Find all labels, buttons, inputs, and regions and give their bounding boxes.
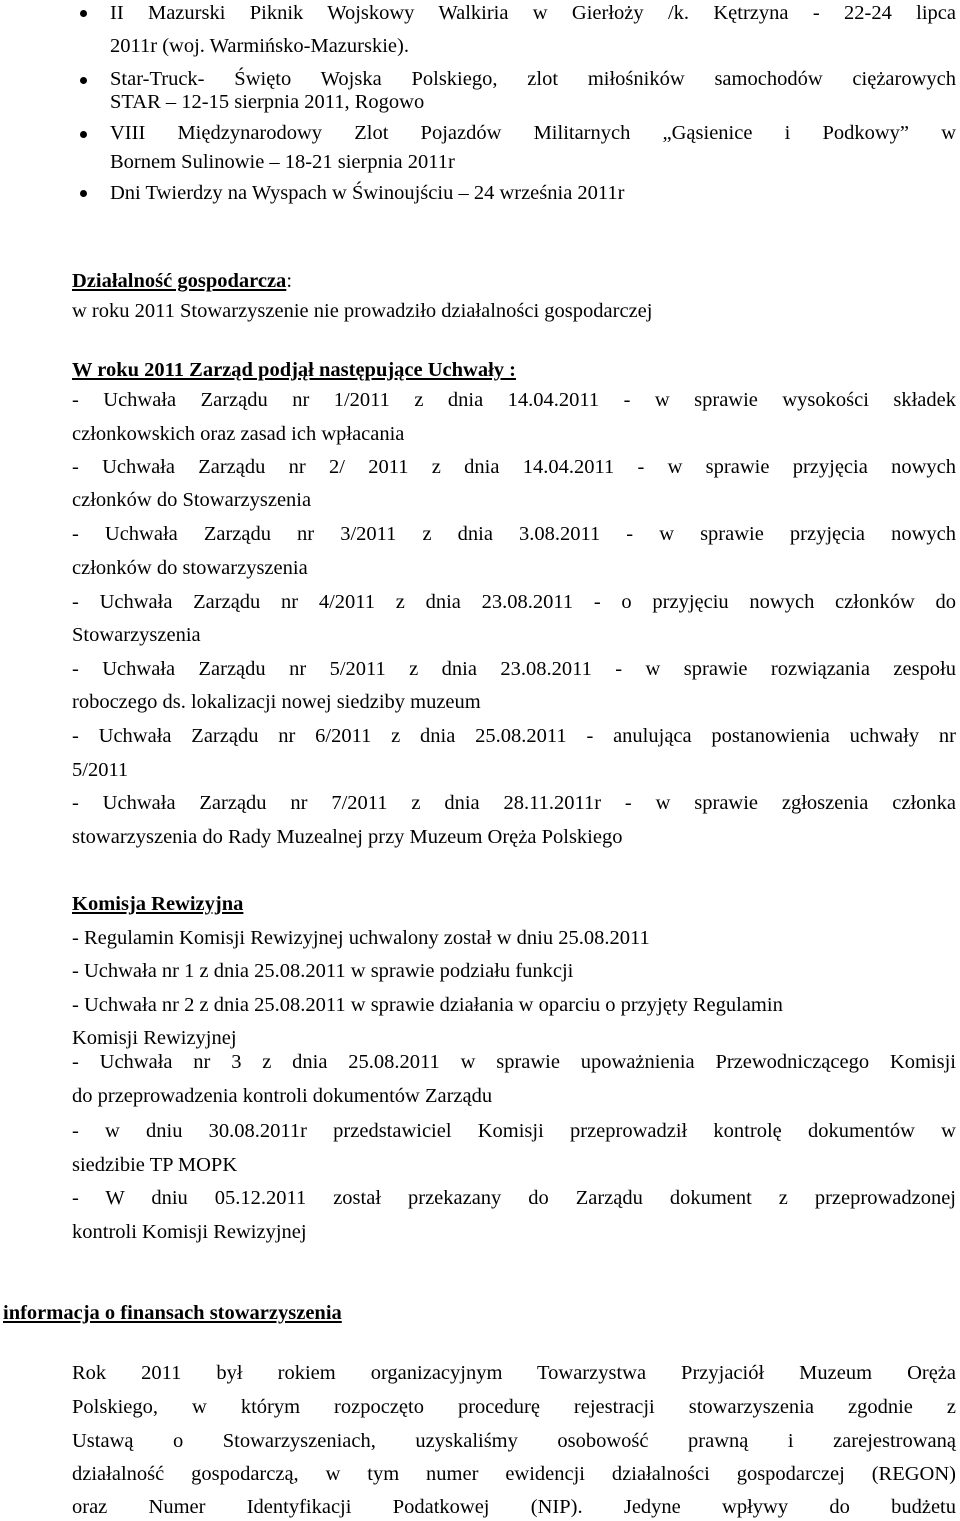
audit-line: - Uchwała nr 1 z dnia 25.08.2011 w sprawie podziału funkcji (72, 960, 574, 982)
event-line: Bornem Sulinowie – 18-21 sierpnia 2011r (110, 151, 455, 173)
resolution-line: Stowarzyszenia (72, 624, 201, 646)
section-heading: informacja o finansach stowarzyszenia (3, 1302, 342, 1324)
paragraph-line: oraz Numer Identyfikacji Podatkowej (NIP). Jedyne wpływy do budżetu (72, 1496, 956, 1518)
paragraph-line: Polskiego, w którym rozpoczęto procedurę rejestracji stowarzyszenia zgodnie z (72, 1396, 956, 1418)
paragraph-line: Rok 2011 był rokiem organizacyjnym Towarzystwa Przyjaciół Muzeum Oręża (72, 1362, 956, 1384)
audit-line: kontroli Komisji Rewizyjnej (72, 1221, 307, 1243)
resolution-line: - Uchwała Zarządu nr 4/2011 z dnia 23.08.2011 - o przyjęciu nowych członków do (72, 591, 956, 613)
bullet-icon (80, 77, 87, 84)
audit-line: - Regulamin Komisji Rewizyjnej uchwalony został w dniu 25.08.2011 (72, 927, 650, 949)
event-line: Star-Truck- Święto Wojska Polskiego, zlot miłośników samochodów ciężarowych (110, 68, 956, 90)
resolution-line: stowarzyszenia do Rady Muzealnej przy Muzeum Oręża Polskiego (72, 826, 623, 848)
audit-line: Komisji Rewizyjnej (72, 1027, 237, 1049)
audit-line: - W dniu 05.12.2011 został przekazany do Zarządu dokument z przeprowadzonej (72, 1187, 956, 1209)
paragraph-line: działalność gospodarczą, w tym numer ewidencji działalności gospodarczej (REGON) (72, 1463, 956, 1485)
section-heading: Działalność gospodarcza: (72, 270, 293, 292)
audit-line: - w dniu 30.08.2011r przedstawiciel Komisji przeprowadził kontrolę dokumentów w (72, 1120, 956, 1142)
audit-line: do przeprowadzenia kontroli dokumentów Zarządu (72, 1085, 493, 1107)
resolution-line: - Uchwała Zarządu nr 6/2011 z dnia 25.08.2011 - anulująca postanowienia uchwały nr (72, 725, 956, 747)
resolution-line: - Uchwała Zarządu nr 3/2011 z dnia 3.08.2011 - w sprawie przyjęcia nowych (72, 523, 956, 545)
audit-line: - Uchwała nr 2 z dnia 25.08.2011 w sprawie działania w oparciu o przyjęty Regulamin (72, 994, 783, 1016)
event-line: VIII Międzynarodowy Zlot Pojazdów Militarnych „Gąsienice i Podkowy” w (110, 122, 956, 144)
paragraph-line: w roku 2011 Stowarzyszenie nie prowadziło działalności gospodarczej (72, 300, 653, 322)
bullet-icon (80, 190, 87, 197)
resolution-line: - Uchwała Zarządu nr 7/2011 z dnia 28.11.2011r - w sprawie zgłoszenia członka (72, 792, 956, 814)
resolution-line: członkowskich oraz zasad ich wpłacania (72, 423, 405, 445)
audit-line: - Uchwała nr 3 z dnia 25.08.2011 w sprawie upoważnienia Przewodniczącego Komisji (72, 1051, 956, 1073)
bullet-icon (80, 131, 87, 138)
resolution-line: - Uchwała Zarządu nr 2/ 2011 z dnia 14.04.2011 - w sprawie przyjęcia nowych (72, 456, 956, 478)
event-line: 2011r (woj. Warmińsko-Mazurskie). (110, 35, 409, 57)
audit-line: siedzibie TP MOPK (72, 1154, 238, 1176)
event-line: Dni Twierdzy na Wyspach w Świnoujściu – 24 września 2011r (110, 182, 625, 204)
event-line: II Mazurski Piknik Wojskowy Walkiria w Gierłoży /k. Kętrzyna - 22-24 lipca (110, 2, 956, 24)
resolution-line: 5/2011 (72, 759, 129, 781)
resolution-line: członków do Stowarzyszenia (72, 489, 312, 511)
resolution-line: członków do stowarzyszenia (72, 557, 308, 579)
section-heading: Komisja Rewizyjna (72, 893, 244, 915)
paragraph-line: Ustawą o Stowarzyszeniach, uzyskaliśmy osobowość prawną i zarejestrowaną (72, 1430, 956, 1452)
bullet-icon (80, 10, 87, 17)
resolution-line: roboczego ds. lokalizacji nowej siedziby muzeum (72, 691, 481, 713)
event-line: STAR – 12-15 sierpnia 2011, Rogowo (110, 91, 425, 113)
section-heading: W roku 2011 Zarząd podjął następujące Uchwały : (72, 359, 517, 381)
resolution-line: - Uchwała Zarządu nr 5/2011 z dnia 23.08.2011 - w sprawie rozwiązania zespołu (72, 658, 956, 680)
resolution-line: - Uchwała Zarządu nr 1/2011 z dnia 14.04.2011 - w sprawie wysokości składek (72, 389, 956, 411)
